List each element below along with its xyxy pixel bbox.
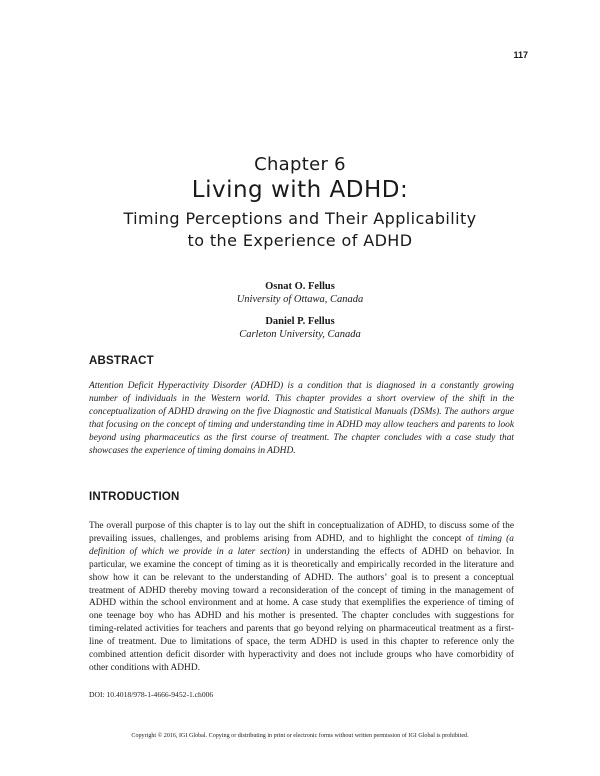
author-block-2 [0,315,600,341]
subtitle-line-2: to the Experience of ADHD [187,231,413,250]
abstract-heading: ABSTRACT [89,355,154,367]
doi: DOI: 10.4018/978-1-4666-9452-1.ch006 [89,690,214,699]
chapter-label: Chapter 6 [254,154,346,175]
author-name: Osnat O. Fellus [265,281,335,292]
chapter-title: Living with ADHD: [191,177,409,203]
page-number: 117 [513,50,528,60]
abstract-text: Attention Deficit Hyperactivity Disorder (ADHD) is a condition that is diagnosed in a constantly growing number of individuals in the Western world. This chapter provides a short overview of the shift in the conceptualization of ADHD drawing on the five Diagnostic and Statistical Manuals (DSMs). The authors argue that focusing on the concept of timing and understanding time in ADHD may allow teachers and parents to look beyond using pharmaceutics as the first course of treatment. The chapter concludes with a case study that showcases the experience of timing domains in ADHD. [89,381,514,456]
intro-text-part: The overall purpose of this chapter is to lay out the shift in conceptualization of ADHD, to discuss some of the prevailing issues, challenges, and problems arising from ADHD, and to highlight the concept of [89,521,514,544]
intro-text-part: in understanding the effects of ADHD on behavior. In particular, we examine the concept of timing as it is theoretically and empirically recorded in the literature and show how it can be relevant to the understanding of ADHD. The authors’ goal is to present a conceptual treatment of ADHD thereby moving toward a reconsideration of the concept of timing in the management of ADHD within the school environment and at home. A case study that exemplifies the experience of timing of one teenage boy who has ADHD and his mother is presented. The chapter concludes with suggestions for timing-related activities for teachers and parents that go beyond relying on pharmaceutical treatment as a first-line of treatment. Due to limitations of space, the term ADHD is used in this chapter to reference only the combined attention deficit disorder with hyperactivity and does not include groups who have comorbidity of other conditions with ADHD. [89,546,514,673]
copyright-notice: Copyright © 2016, IGI Global. Copying or distributing in print or electronic forms without written permission of IGI Global is prohibited. [131,733,469,739]
intro-emphasis: timing (a definition of which we provide in a later section) [89,533,514,557]
chapter-subtitle [0,208,600,252]
introduction-text [89,520,514,675]
author-affiliation: University of Ottawa, Canada [236,294,364,305]
author-name: Daniel P. Fellus [265,316,335,327]
introduction-heading: INTRODUCTION [89,491,180,503]
subtitle-line-1: Timing Perceptions and Their Applicability [123,209,477,228]
author-block-1 [0,280,600,306]
author-affiliation: Carleton University, Canada [239,329,361,340]
